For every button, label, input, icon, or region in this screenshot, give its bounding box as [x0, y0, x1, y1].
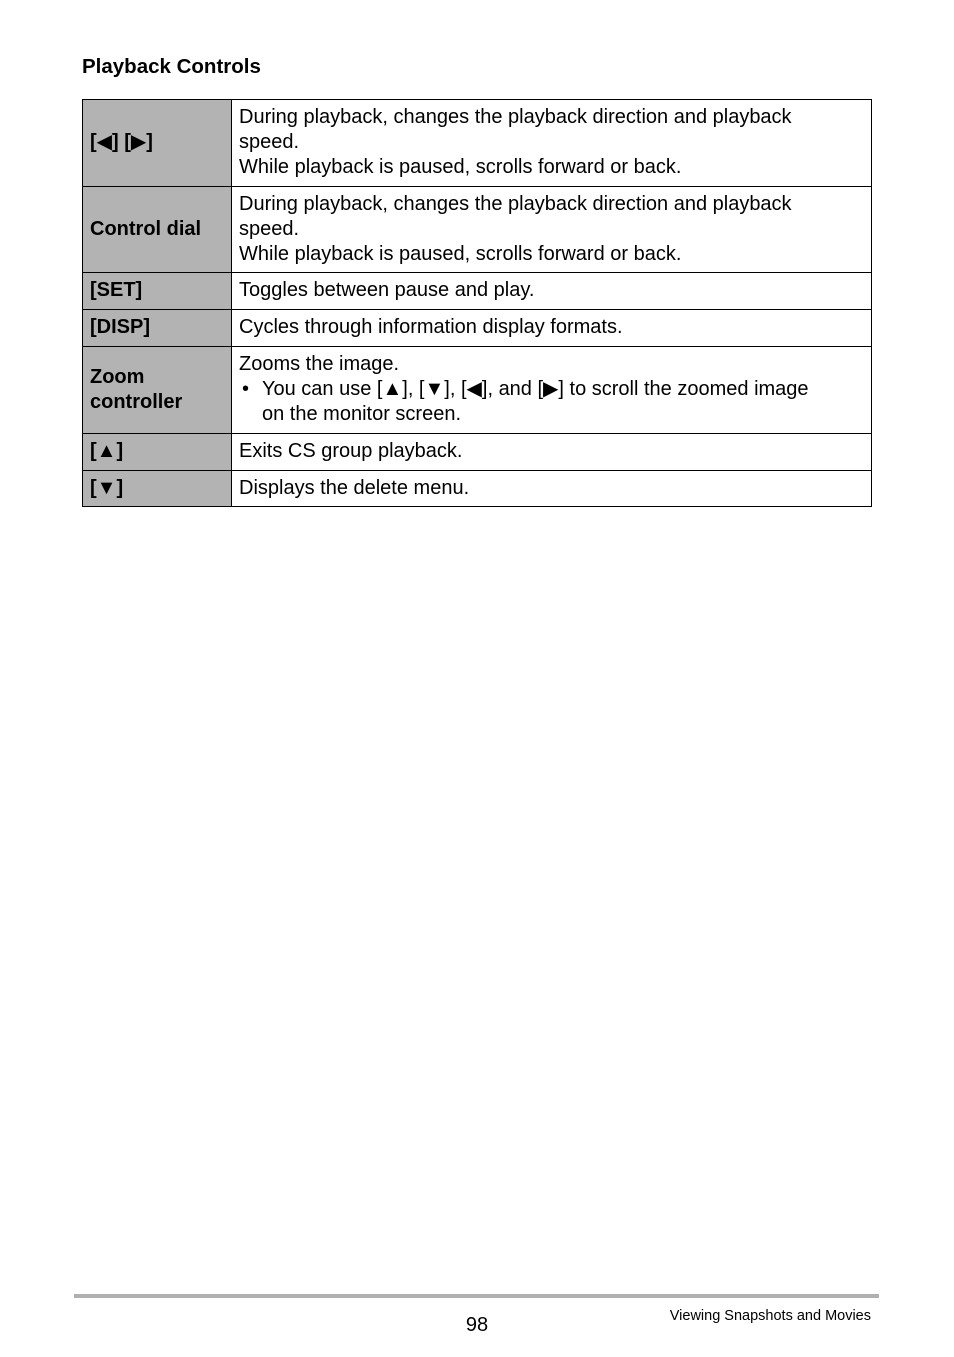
description-line: While playback is paused, scrolls forward or back.: [239, 156, 682, 178]
footer-section-name: Viewing Snapshots and Movies: [669, 1308, 871, 1324]
description-line: During playback, changes the playback direction and playback: [239, 192, 792, 215]
playback-controls-table: [82, 99, 872, 507]
control-key-line: controller: [90, 390, 183, 413]
table-row: [83, 434, 872, 471]
bullet-item: [239, 377, 864, 427]
control-key-cell: [DISP]: [83, 310, 232, 347]
description-line: During playback, changes the playback direction and playback: [239, 106, 792, 128]
description-line: Displays the delete menu.: [239, 476, 470, 499]
control-description-cell: [232, 187, 872, 273]
description-line: speed.: [239, 217, 300, 240]
footer-divider: [74, 1294, 879, 1298]
control-description-cell: [232, 100, 872, 187]
page-number: 98: [465, 1314, 489, 1336]
control-key-cell: [▼]: [83, 471, 232, 507]
section-title: Playback Controls: [82, 55, 261, 78]
bullet-text-line: on the monitor screen.: [262, 403, 461, 425]
control-description-cell: [232, 273, 872, 310]
control-key-cell: Control dial: [83, 187, 232, 273]
table-row: [83, 310, 872, 347]
control-key-cell: [▲]: [83, 434, 232, 471]
table-row: [83, 100, 872, 187]
bullet-icon: •: [242, 378, 250, 400]
control-description-cell: [232, 471, 872, 507]
control-description-cell: [232, 434, 872, 471]
description-line: Toggles between pause and play.: [239, 279, 535, 301]
control-description-cell: [232, 347, 872, 434]
table-row: [83, 273, 872, 310]
control-key-cell: [◀] [▶]: [83, 100, 232, 187]
bullet-text-line: You can use [▲], [▼], [◀], and [▶] to scroll the zoomed image: [262, 378, 809, 400]
control-description-cell: [232, 310, 872, 347]
table-row: [83, 187, 872, 273]
table-row: [83, 347, 872, 434]
control-key-cell: [SET]: [83, 273, 232, 310]
control-key-line: Zoom: [90, 365, 145, 388]
description-line: While playback is paused, scrolls forward or back.: [239, 242, 682, 265]
description-line: Exits CS group playback.: [239, 440, 463, 462]
table-row: [83, 471, 872, 507]
control-key-cell: [83, 347, 232, 434]
description-line: Cycles through information display formats.: [239, 316, 623, 338]
description-line: Zooms the image.: [239, 353, 400, 375]
description-line: speed.: [239, 131, 300, 153]
